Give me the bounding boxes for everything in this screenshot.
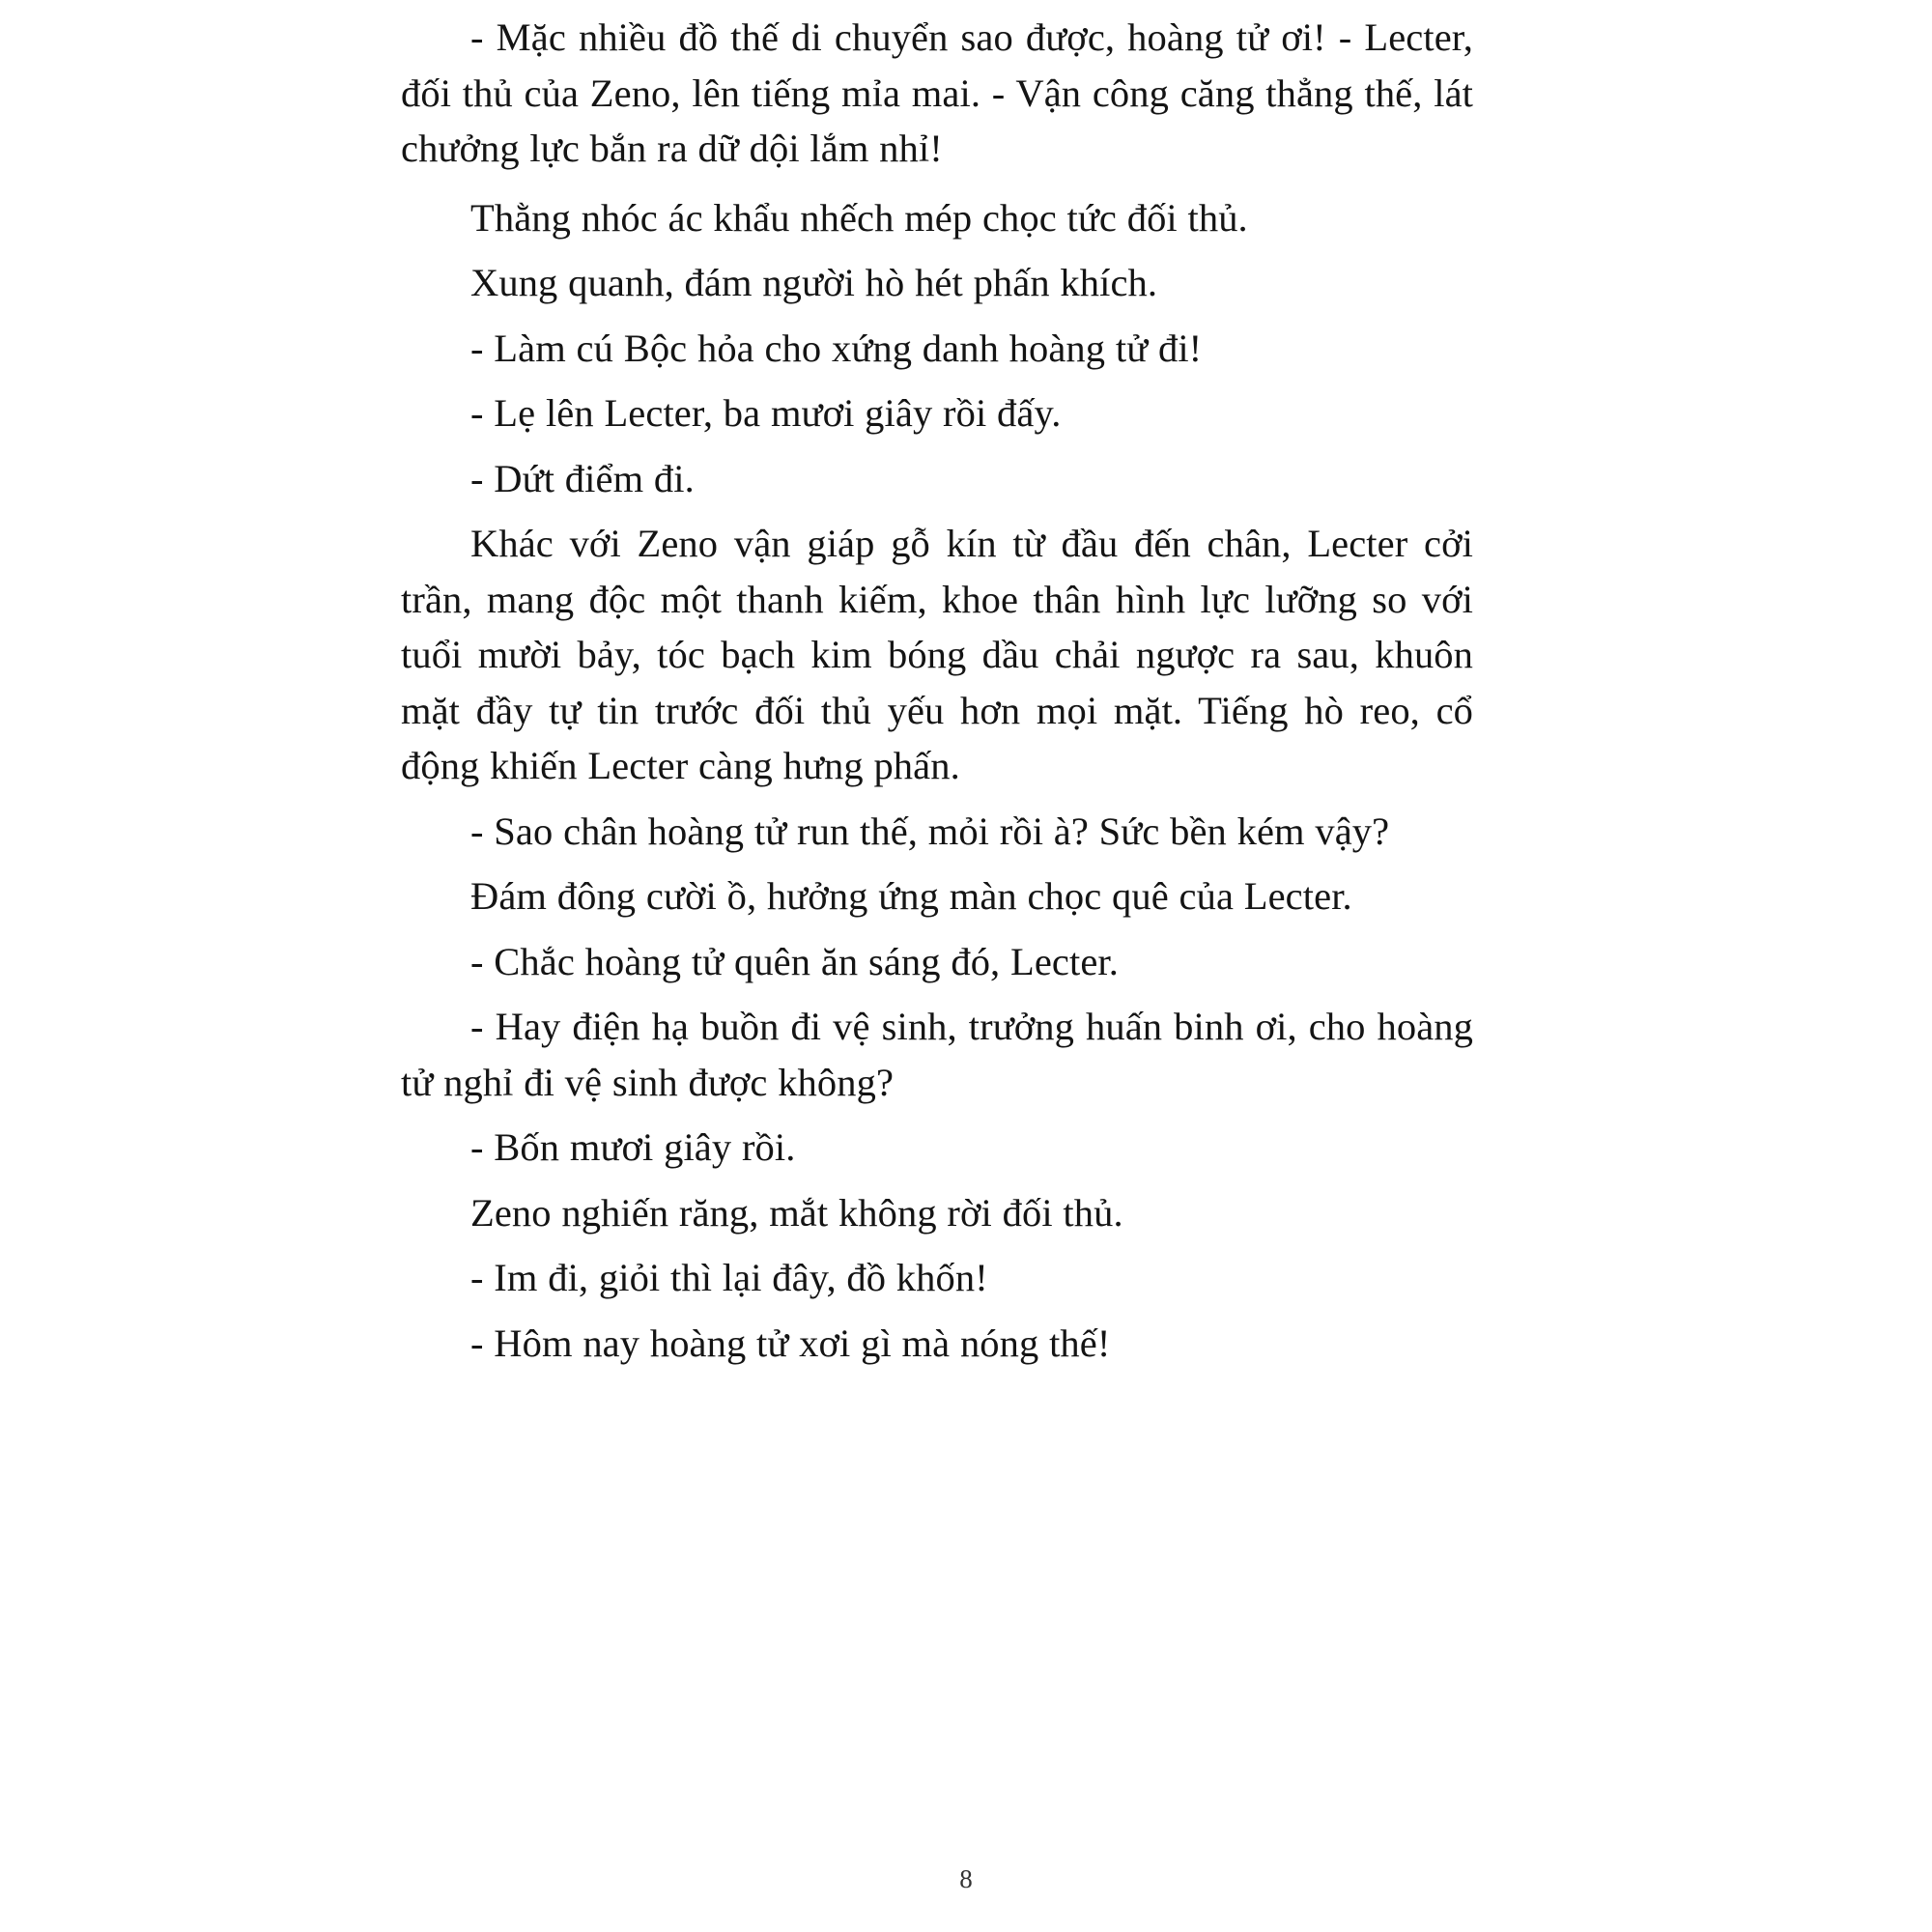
page-text-column [401,10,1473,1380]
paragraph-3: Xung quanh, đám người hò hét phấn khích. [470,261,1158,304]
paragraph-2: Thằng nhóc ác khẩu nhếch mép chọc tức đối thủ. [470,195,1248,240]
paragraph-15: - Hôm nay hoàng tử xơi gì mà nóng thế! [470,1321,1111,1365]
paragraph-5: - Lẹ lên Lecter, ba mươi giây rồi đấy. [470,391,1062,435]
paragraph-8: - Sao chân hoàng tử run thế, mỏi rồi à? Sức bền kém vậy? [470,809,1390,853]
paragraph-9: Đám đông cười ồ, hưởng ứng màn chọc quê của Lecter. [470,874,1352,918]
paragraph-4: - Làm cú Bộc hỏa cho xứng danh hoàng tử đi! [470,326,1203,370]
paragraph-14: - Im đi, giỏi thì lại đây, đồ khốn! [470,1256,988,1299]
page-number: 8 [959,1864,973,1893]
paragraph-11: - Hay điện hạ buồn đi vệ sinh, trưởng huấn binh ơi, cho hoàng tử nghỉ đi vệ sinh được không? [401,1005,1473,1104]
paragraph-10: - Chắc hoàng tử quên ăn sáng đó, Lecter. [470,939,1119,983]
paragraph-13: Zeno nghiến răng, mắt không rời đối thủ. [470,1190,1123,1235]
paragraph-6: - Dứt điểm đi. [470,456,695,500]
paragraph-12: - Bốn mươi giây rồi. [470,1125,796,1169]
paragraph-1: - Mặc nhiều đồ thế di chuyển sao được, hoàng tử ơi! - Lecter, đối thủ của Zeno, lên tiếng mỉa mai. - Vận công căng thẳng thế, lát chưởng lực bắn ra dữ dội lắm nhỉ! [401,15,1473,170]
paragraph-7: Khác với Zeno vận giáp gỗ kín từ đầu đến chân, Lecter cởi trần, mang độc một thanh kiếm, khoe thân hình lực lưỡng so với tuổi mười bảy, tóc bạch kim bóng dầu chải ngược ra sau, khuôn mặt đầy tự tin trước đối thủ yếu hơn mọi mặt. Tiếng hò reo, cổ động khiến Lecter càng hưng phấn. [401,522,1473,787]
